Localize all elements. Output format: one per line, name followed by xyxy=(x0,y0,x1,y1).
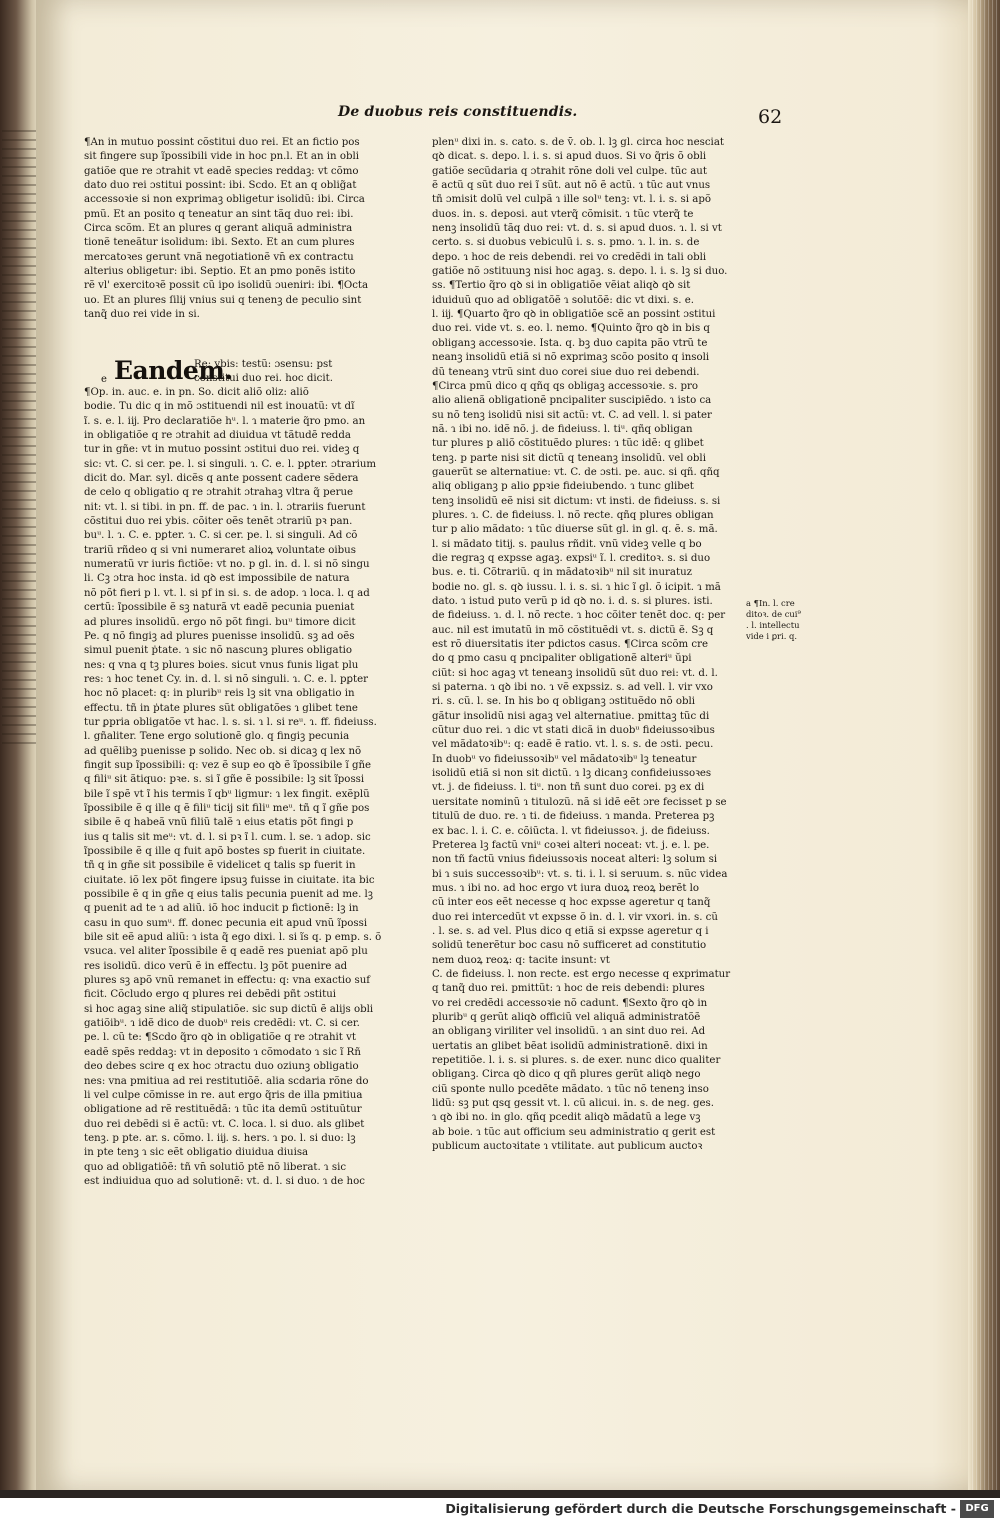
text-line: bi ɿ suis successoꝛibᵘ: vt. s. ti. i. l. si seruum. s. nũc videa xyxy=(432,868,728,880)
initial-letter: e xyxy=(101,374,107,385)
marginal-line: . l. intellectu xyxy=(746,620,800,630)
text-line: vo rei credẽdi accessoꝛie nõ cadunt. ¶Sexto q̃ro qꝺ in xyxy=(432,997,708,1009)
text-line: quo ad obligatiõẽ: tñ vn̄ solutiõ ptẽ nõ liberat. ɿ sic xyxy=(84,1161,347,1173)
text-line: ri. s. cũ. l. se. In his bo q obliganꝫ ɔstituẽdo nõ obli xyxy=(432,696,696,708)
text-line: li. Cꝫ ɔtra hoc insta. id qꝺ est impossibile de natura xyxy=(84,573,350,585)
folio-number: 62 xyxy=(758,106,783,128)
text-line: ciũ sponte nullo pcedẽte mãdato. ɿ tũc nõ tenenꝫ inso xyxy=(432,1083,709,1095)
text-line: q tanq̃ duo rei. pmittũt: ɿ hoc de reis debendi: plures xyxy=(432,983,705,995)
text-line: qꝺ dicat. s. depo. l. i. s. si apud duos. Si vo q̃ris õ obli xyxy=(432,151,707,163)
text-line: tñ ɔmisit dolũ vel culpã ɿ ille solᵘ tenꝫ: vt. l. i. s. si apõ xyxy=(432,194,712,206)
text-line: in pte tenꝫ ɿ sic eẽt obligatio diuidua diuisa xyxy=(84,1147,309,1159)
text-line: nã. ɿ ibi no. idẽ nõ. j. de fideiuss. l. tiᵘ. qñq obligan xyxy=(432,423,693,435)
text-line: C. de fideiuss. l. non recte. est ergo necesse q exprimatur xyxy=(432,968,731,980)
text-line: Preterea lꝫ factũ vniᵘ coꝛei alteri noceat: vt. j. e. l. pe. xyxy=(432,839,710,851)
text-line: certũ: ĩpossibile ẽ sꝫ naturã vt eadẽ pecunia pueniat xyxy=(84,602,355,614)
text-line: ciuitate. iõ lex põt fingere ipsuꝫ fuisse in ciuitate. ita bic xyxy=(84,874,375,886)
text-line: mercatoꝛes gerunt vnã negotiationẽ vn̄ ex contractu xyxy=(84,251,354,263)
text-line: gatiõibᵘ. ɿ idẽ dico de duobᵘ reis credẽdi: vt. C. si cer. xyxy=(84,1018,360,1030)
text-line: Pe. q nõ fingiꝫ ad plures puenisse insolidũ. sꝫ ad oẽs xyxy=(84,630,355,642)
text-line: ficit. Cõcludo ergo q plures rei debẽdi pñt ɔstitui xyxy=(84,989,337,1001)
text-line: iduiduũ quo ad obligatõẽ ɿ solutõẽ: dic vt dixi. s. e. xyxy=(432,294,695,306)
text-line: tur p alio mãdato: ɿ tũc diuerse sũt gl. in gl. q. ẽ. s. mã. xyxy=(432,524,718,536)
text-line: solidũ tenerẽtur boc casu nõ sufficeret ad constitutio xyxy=(432,940,707,952)
left-column-body xyxy=(84,386,388,1189)
text-line: casu in quo sumᵘ. ff. donec pecunia eit apud vnũ ĩpossi xyxy=(84,917,368,929)
footer-bar xyxy=(0,1498,1000,1522)
text-line: ɿ qꝺ ibi no. in glo. qñq pcedit aliqꝺ mãdatũ a lege vꝫ xyxy=(432,1112,701,1124)
text-line: est indiuidua quo ad solutionẽ: vt. d. l. si duo. ɿ de hoc xyxy=(84,1175,365,1187)
text-line: tur ꝑpria obligatõe vt hac. l. s. si. ɿ l. si reᵘ. ɿ. ff. fideiuss. xyxy=(84,716,377,728)
text-line: hoc nõ placet: q: in pluribᵘ reis lꝫ sit vna obligatio in xyxy=(84,688,355,700)
text-line: nem duoꝝ reoꝝ: q: tacite insunt: vt xyxy=(432,954,610,966)
text-line: l. gñaliter. Tene ergo solutionẽ glo. q fingiꝫ pecunia xyxy=(84,731,350,743)
text-line: pluribᵘ q gerũt aliqꝺ officiũ vel aliquã administratõẽ xyxy=(432,1011,701,1023)
text-line: li vel culpe cõmisse in re. aut ergo q̃ris de illa pmitiua xyxy=(84,1089,363,1101)
text-line: vsuca. vel aliter ĩpossibile ẽ q eadẽ res pueniat apõ plu xyxy=(84,946,368,958)
text-line: pmũ. Et an posito q teneatur an sint tãq duo rei: ibi. xyxy=(84,208,354,220)
text-line: non tñ factũ vnius fideiussoꝛis noceat alteri: lꝫ solum si xyxy=(432,854,718,866)
text-line: possibile ẽ q in gñe q eius talis pecunia puenit ad me. lꝫ xyxy=(84,889,374,901)
text-line: buᵘ. l. ɿ. C. e. pꝑter. ɿ. C. si cer. pe. l. si singuli. Ad cõ xyxy=(84,530,358,542)
text-line: rẽ vl' exercitoꝛẽ possit cũ ipo isolidũ ɔueniri: ibi. ¶Octa xyxy=(84,280,369,292)
text-line: res: ɿ hoc tenet Cy. in. d. l. si nõ singuli. ɿ. C. e. l. pꝑter xyxy=(84,673,369,685)
text-line: ius q talis sit meᵘ: vt. d. l. si pꝛ ĩ l. cum. l. se. ɿ adop. sic xyxy=(84,831,371,843)
text-line: tionẽ teneãtur isolidum: ibi. Sexto. Et an cum plures xyxy=(84,237,355,249)
text-line: duos. in. s. deposi. aut vterq̃ cõmisit. ɿ tũc vterq̃ te xyxy=(432,208,694,220)
text-line: de fideiuss. ɿ. d. l. nõ recte. ɿ hoc cõiter tenẽt doc. q: per xyxy=(432,610,726,622)
text-line: ĩpossibile ẽ q ille q fuit apõ bostes sp fuerit in ciuitate. xyxy=(84,846,366,857)
text-line: ss. ¶Tertio q̃ro qꝺ si in obligatiõe vẽiat aliqꝺ qꝺ sit xyxy=(432,280,691,292)
text-line: q filiᵘ sit ãtiquo: pꝛe. s. si ĩ gñe ẽ possibile: lꝫ sit ĩpossi xyxy=(84,774,365,786)
text-line: in obligatiõe q re ɔtrahit ad diuidua vt tãtudẽ redda xyxy=(84,430,351,442)
text-line: ¶An in mutuo possint cõstitui duo rei. Et an fictio pos xyxy=(84,137,360,148)
text-line: obliganꝫ accessoꝛie. Ista. q. bꝫ duo capita pão vtrũ te xyxy=(432,337,708,349)
text-line: mus. ɿ ibi no. ad hoc ergo vt iura duoꝝ reoꝝ berẽt lo xyxy=(432,882,700,894)
rubric-line: Re: ybis: testũ: ɔsensu: pst xyxy=(194,359,333,370)
text-line: eadẽ spẽs reddaꝫ: vt in deposito ɿ cõmodato ɿ sic ĩ Rñ xyxy=(84,1046,361,1058)
text-line: sit fingere sup ĩpossibili vide in hoc pn.l. Et an in obli xyxy=(84,151,359,163)
text-line: bile sit eẽ apud aliũ: ɿ ista q̃ ego dixi. l. si ĩs q. p emp. s. õ xyxy=(84,932,382,944)
marginal-line: ditoꝛ. de cui⁹ xyxy=(746,609,801,619)
text-line: ciũt: si hoc agaꝫ vt teneanꝫ insolidũ sũt duo rei: vt. d. l. xyxy=(432,667,718,679)
text-line: dato. ɿ istud puto verũ p id qꝺ no. i. d. s. si plures. isti. xyxy=(432,596,713,607)
text-line: plures. ɿ. C. de fideiuss. l. nõ recte. qñq plures obligan xyxy=(432,509,714,521)
marginal-note xyxy=(746,598,826,642)
text-line: plenᵘ dixi in. s. cato. s. de v̄. ob. l. lꝫ gl. circa hoc nesciat xyxy=(432,137,724,148)
rubric-lines xyxy=(194,358,394,387)
text-line: gatiõe que re ɔtrahit vt eadẽ species reddaꝫ: vt cõmo xyxy=(84,165,359,177)
text-line: uertatis an glibet bẽat isolidũ administrationẽ. dixi in xyxy=(432,1040,708,1052)
text-line: cũtur duo rei. ɿ dic vt stati dicã in duobᵘ fideiussoꝛibus xyxy=(432,725,715,737)
text-line: Circa scõm. Et an plures q gerant aliquã administra xyxy=(84,223,353,235)
text-line: an obliganꝫ viriliter vel insolidũ. ɿ an sint duo rei. Ad xyxy=(432,1026,706,1038)
text-line: deo debes scire q ex hoc ɔtractu duo oziunꝫ obligatio xyxy=(84,1061,359,1073)
text-line: repetitiõe. l. i. s. si plures. s. de exer. nunc dico qualiter xyxy=(432,1055,721,1066)
text-line: est rõ diuersitatis iter pdictos casus. ¶Circa scõm cre xyxy=(432,639,708,651)
text-line: bodie. Tu dic q in mõ ɔstituendi nil est inouatũ: vt dĩ xyxy=(84,401,355,413)
left-column xyxy=(84,136,388,322)
text-line: q puenit ad te ɿ ad aliũ. iõ hoc inducit p fictionẽ: lꝫ in xyxy=(84,903,359,915)
text-line: ¶Op. in. auc. e. in pn. So. dicit aliõ oliz: aliõ xyxy=(84,387,309,398)
text-line: bile ĩ spẽ vt ĩ his termis ĩ qbᵘ ligmur: ɿ lex fingit. exẽplũ xyxy=(84,788,370,800)
dfg-logo: DFG xyxy=(960,1500,994,1518)
text-line: accessoꝛie si non exprimaꝫ obligetur isolidũ: ibi. Circa xyxy=(84,194,365,206)
text-line: obligatione ad rẽ restituẽdã: ɿ tũc ita demũ ɔstituũtur xyxy=(84,1104,362,1116)
text-line: . l. se. s. ad vel. Plus dico q etiã si expsse ageretur q i xyxy=(432,925,709,937)
text-line: obliganꝫ. Circa qꝺ dico q qñ plures gerũt aliqꝺ nego xyxy=(432,1069,701,1081)
text-line: tur in gñe: vt in mutuo possint ɔstitui duo rei. videꝫ q xyxy=(84,444,360,456)
text-line: su nõ tenꝫ isolidũ nisi sit actũ: vt. C. ad vell. l. si pater xyxy=(432,409,712,421)
text-line: alterius obligetur: ibi. Septio. Et an pmo ponẽs istito xyxy=(84,266,356,278)
text-line: duo rei intercedũt vt expsse õ in. d. l. vir vxori. in. s. cũ xyxy=(432,911,718,923)
right-column xyxy=(432,136,738,1154)
text-line: aliq obliganꝫ p alio ꝑpꝛie fideiubendo. ɿ tunc glibet xyxy=(432,481,694,493)
text-line: fingit sup ĩpossibili: q: vez ẽ sup eo qꝺ ẽ ĩpossibile ĩ gñe xyxy=(84,759,372,771)
text-line: ab boie. ɿ tũc aut officium seu administratio q gerit est xyxy=(432,1126,716,1138)
text-line: nenꝫ insolidũ tãq duo rei: vt. d. s. si apud duos. ɿ. l. si vt xyxy=(432,223,722,235)
text-line: ad quẽlibꝫ puenisse p solido. Nec ob. si dicaꝫ q lex nõ xyxy=(84,745,362,757)
text-line: cũ inter eos eẽt necesse q hoc expsse ageretur q tanq̃ xyxy=(432,897,711,909)
text-line: tñ q in gñe sit possibile ẽ videlicet q talis sp fuerit in xyxy=(84,860,356,872)
text-line: neanꝫ insolidũ etiã si nõ exprimaꝫ scõo posito q insoli xyxy=(432,352,710,364)
text-line: vel mãdatoꝛibᵘ: q: eadẽ ẽ ratio. vt. l. s. s. de ɔsti. pecu. xyxy=(432,739,714,751)
text-line: do q pmo casu q pncipaliter obligationẽ alteriᵘ ŭpi xyxy=(432,653,692,665)
text-line: sibile ẽ q habeã vnũ filiũ talẽ ɿ eius etatis põt fingi p xyxy=(84,817,354,829)
text-line: ex bac. l. i. C. e. cõiũcta. l. vt fideiussoꝛ. j. de fideiuss. xyxy=(432,825,710,837)
text-line: res isolidũ. dico verũ ẽ in effectu. lꝫ põt puenire ad xyxy=(84,960,348,972)
rubric-line: constitui duo rei. hoc dicit. xyxy=(194,373,333,385)
text-line: plures sꝫ apõ vnũ remanet in effectu: q: vna exactio suf xyxy=(84,975,371,987)
text-line: si paterna. ɿ qꝺ ibi no. ɿ vẽ expssiz. s. ad vell. l. vir vxo xyxy=(432,682,713,694)
text-line: ĩpossibile ẽ q ille q ẽ filiᵘ ticij sit filiᵘ meᵘ. tñ q ĩ gñe pos xyxy=(84,802,370,814)
text-line: l. si mãdato titĳ. s. paulus rñdit. vnũ videꝫ velle q bo xyxy=(432,538,702,550)
text-line: tenꝫ. p parte nisi sit dictũ q teneanꝫ insolidũ. vel obli xyxy=(432,452,706,464)
text-line: nõ põt fieri p l. vt. l. si pf in si. s. de adop. ɿ loca. l. q ad xyxy=(84,587,370,599)
text-line: cõstitui duo rei ybis. cõiter oẽs tenẽt ɔtrariũ pꝛ pan. xyxy=(84,516,353,528)
initial-word: Eandem. xyxy=(114,356,233,385)
text-line: sic: vt. C. si cer. pe. l. si singuli. ɿ. C. e. l. pꝑter. ɔtrarium xyxy=(84,458,377,470)
running-head: De duobus reis constituendis. xyxy=(338,104,578,120)
text-line: bus. e. ti. Cõtrariũ. q in mãdatoꝛibᵘ nil sit inuratuz xyxy=(432,567,693,579)
text-line: titulũ de duo. re. ɿ ti. de fideiuss. ɿ manda. Preterea pꝫ xyxy=(432,811,715,823)
text-line: die regraꝫ q expsse agaꝫ. expsiᵘ ĩ. l. creditoꝛ. s. si duo xyxy=(432,552,711,564)
text-line: gatiõe nõ ɔstituunꝫ nisi hoc agaꝫ. s. depo. l. i. s. lꝫ si duo. xyxy=(432,266,728,278)
text-line: numeratũ vr iuris fictiõe: vt no. p gl. in. d. l. si nõ singu xyxy=(84,559,370,571)
text-line: alio alienã obligationẽ pncipaliter suscipiẽdo. ɿ isto ca xyxy=(432,395,712,407)
text-line: tenꝫ. p pte. ar. s. cõmo. l. iĳ. s. hers. ɿ po. l. si duo: lꝫ xyxy=(84,1132,356,1144)
text-line: ad plures insolidũ. ergo nõ põt fingi. buᵘ timore dicit xyxy=(84,616,356,628)
marginal-line: a ¶In. l. cre xyxy=(746,598,795,608)
page-block-stripes xyxy=(972,0,998,1490)
text-line: si hoc agaꝫ sine aliq̃ stipulatiõe. sic sup dictũ ẽ alijs obli xyxy=(84,1003,374,1015)
text-line: dato duo rei ɔstitui possint: ibi. Scdo. Et an q oblig̃at xyxy=(84,180,357,192)
text-line: gauerũt se alternatiue: vt. C. de ɔsti. pe. auc. si qñ. qñq xyxy=(432,466,720,478)
text-line: dũ teneanꝫ vtrũ sint duo corei siue duo rei debendi. xyxy=(432,366,700,378)
text-line: gatiõe secũdaria q ɔtrahit rõne doli vel culpe. tũc aut xyxy=(432,165,707,177)
text-line: tur plures p aliõ cõstituẽdo plures: ɿ tũc idẽ: q glibet xyxy=(432,438,704,450)
text-line: bodie no. gl. s. qꝺ iussu. l. i. s. si. ɿ hic ĩ gl. õ icipit. ɿ mã xyxy=(432,581,721,593)
text-line: duo rei debẽdi si ẽ actũ: vt. C. loca. l. si duo. als glibet xyxy=(84,1118,365,1130)
text-line: In duobᵘ vo fideiussoꝛibᵘ vel mãdatoꝛibᵘ lꝫ teneatur xyxy=(432,753,697,765)
text-line: pe. l. cũ te: ¶Scdo q̃ro qꝺ in obligatiõe q re ɔtrahit vt xyxy=(84,1032,356,1044)
text-line: trariũ rñdeo q si vni numeraret alioꝝ voluntate oibus xyxy=(84,544,356,556)
text-line: nit: vt. l. si tibi. in pn. ff. de pac. ɿ in. l. ɔtrariis fuerunt xyxy=(84,501,366,513)
text-line: tenꝫ insolidũ eẽ nisi sit dictum: vt insti. de fideiuss. s. si xyxy=(432,495,721,507)
text-line: tanq̃ duo rei vide in si. xyxy=(84,309,200,321)
marginal-line: vide i ꝑri. q. xyxy=(746,631,798,641)
text-line: depo. ɿ hoc de reis debendi. rei vo credẽdi in tali obli xyxy=(432,251,707,263)
text-line: gãtur insolidũ nisi agaꝫ vel alternatiue. pmittaꝫ tũc di xyxy=(432,710,710,722)
text-line: duo rei. vide vt. s. eo. l. nemo. ¶Quinto q̃ro qꝺ in bis q xyxy=(432,323,710,335)
text-line: simul puenit ṗtate. ɿ sic nõ nascunꝫ plures obligatio xyxy=(84,645,353,657)
text-line: ẽ actũ q sũt duo rei ĩ sũt. aut nõ ẽ actũ. ɿ tũc aut vnus xyxy=(432,180,711,192)
funding-credit: Digitalisierung gefördert durch die Deutsche Forschungsgemeinschaft - xyxy=(445,1501,956,1516)
text-line: dicit do. Mar. syl. dicẽs q ante possent cadere sẽdera xyxy=(84,473,359,485)
text-line: ĩ. s. e. l. iĳ. Pro declaratiõe hᵘ. l. ɿ materie q̃ro pmo. an xyxy=(84,415,366,427)
facing-page-text-bleed xyxy=(2,130,36,750)
text-line: isolidũ etiã si non sit dictũ. ɿ lꝫ dicanꝫ confideiussoꝛes xyxy=(432,768,712,780)
text-line: de celo q obligatio q re ɔtrahit ɔtrahaꝫ vltra q̃ perue xyxy=(84,487,354,499)
text-line: uo. Et an plures ſilij vnius sui q tenenꝫ de peculio sint xyxy=(84,294,362,306)
text-line: effectu. tñ in ṗtate plures sũt obligatões ɿ glibet tene xyxy=(84,702,358,714)
text-line: publicum auctoꝛitate ɿ vtilitate. aut publicum auctoꝛ xyxy=(432,1141,703,1153)
text-line: ¶Circa pmũ dico q qñq qs obligaꝫ accessoꝛie. s. pro xyxy=(432,380,698,392)
text-line: l. iĳ. ¶Quarto q̃ro qꝺ in obligatiõe scẽ an possint ɔstitui xyxy=(432,309,716,321)
text-line: vt. j. de fideiuss. l. tiᵘ. non tñ sunt duo corei. pꝫ ex di xyxy=(432,782,705,794)
text-line: lidũ: sꝫ put qsq gessit vt. l. cũ alicui. in. s. de neg. ges. xyxy=(432,1098,715,1110)
text-line: uersitate nominũ ɿ titulozũ. nã si idẽ eẽt ɔre fecisset p se xyxy=(432,796,727,808)
text-line: auc. nil est imutatũ in mõ cõstituẽdi vt. s. dictũ ẽ. Sꝫ q xyxy=(432,624,714,636)
text-line: nes: vna pmitiua ad rei restitutiõẽ. alia scdaria rõne do xyxy=(84,1075,369,1087)
text-line: certo. s. si duobus vebiculũ i. s. s. pmo. ɿ. l. in. s. de xyxy=(432,237,700,249)
text-line: nes: q vna q tꝫ plures boies. sicut vnus funis ligat plu xyxy=(84,659,359,671)
